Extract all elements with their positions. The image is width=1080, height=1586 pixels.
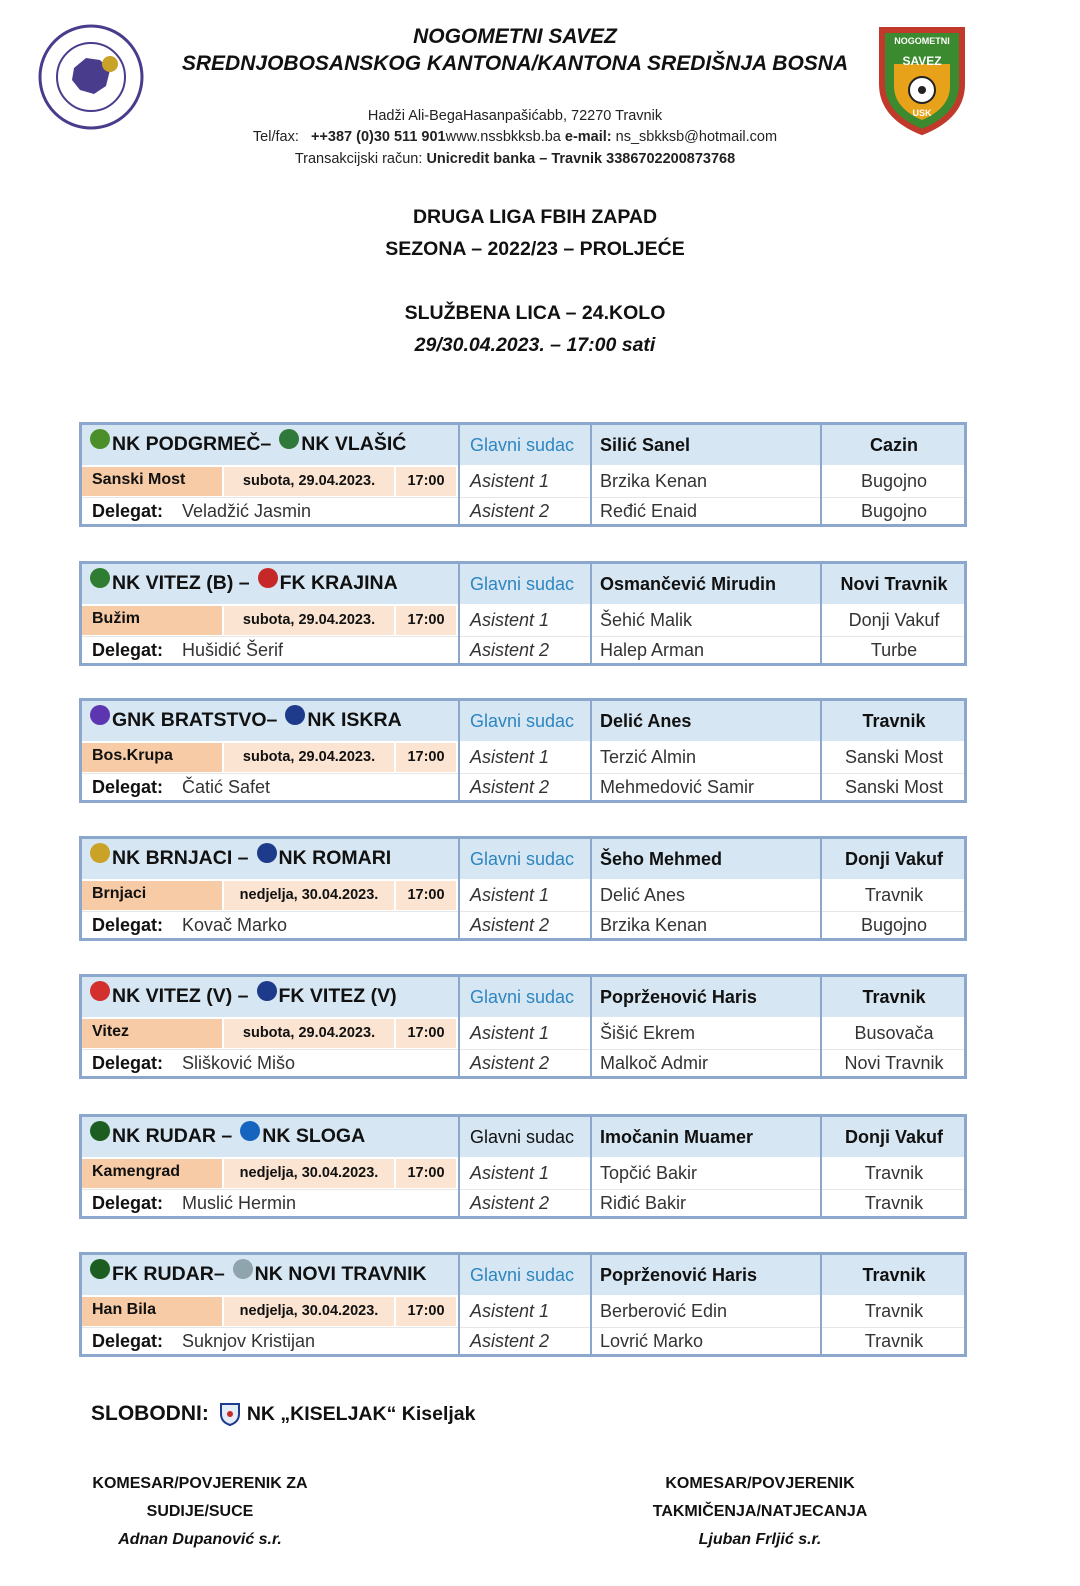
assistant1-city: Travnik: [864, 885, 924, 905]
round-title: SLUŽBENA LICA – 24.KOLO: [404, 302, 666, 324]
assistant1-city: Bugojno: [860, 471, 928, 491]
assistant2-label: Asistent 2: [470, 1331, 550, 1351]
free-label: SLOBODNI:: [91, 1402, 209, 1425]
home-crest-icon: [90, 568, 110, 588]
match-city: Han Bila: [82, 1297, 222, 1326]
address-line: Hadži Ali-BegaHasanpašićabb, 72270 Travnik: [367, 108, 663, 124]
assistant1-label: Asistent 1: [470, 471, 550, 491]
delegat-name: Kovač Marko: [182, 915, 288, 935]
assistant2-city: Turbe: [870, 640, 918, 660]
match-teams: [90, 709, 402, 732]
assistant1-name: Delić Anes: [600, 885, 686, 905]
home-team: NK BRNJACI –: [112, 847, 249, 869]
delegat-label: Delegat:: [92, 1331, 164, 1351]
delegat-name: Veladžić Jasmin: [182, 501, 312, 521]
assistant1-name: Šišić Ekrem: [600, 1023, 696, 1043]
away-team: NK NOVI TRAVNIK: [254, 1263, 427, 1285]
home-crest-icon: [90, 1121, 110, 1141]
tel-label: Tel/fax:: [252, 129, 299, 145]
match-date: nedjelja, 30.04.2023.: [224, 1297, 394, 1326]
delegat-label: Delegat:: [92, 915, 164, 935]
account-value: Unicredit banka – Travnik 3386702200873768: [426, 151, 736, 167]
assistant2-city: Bugojno: [860, 915, 928, 935]
footer-left: [90, 1470, 310, 1554]
footer-right-title2: TAKMIČENJA/NATJECANJA: [652, 1503, 868, 1520]
assistant1-name: Topčić Bakir: [600, 1163, 698, 1183]
referee-city: Cazin: [869, 435, 918, 455]
org-line-1: NOGOMETNI SAVEZ: [413, 25, 617, 48]
away-team: FK KRAJINA: [279, 572, 398, 594]
footer-left-title1: KOMESAR/POVJERENIK ZA: [92, 1475, 308, 1492]
match-teams: [90, 433, 406, 456]
assistant2-city: Travnik: [864, 1193, 924, 1213]
match-time: 17:00: [396, 1297, 456, 1326]
match-teams: [90, 985, 397, 1008]
away-crest-icon: [233, 1259, 253, 1279]
referee-label: Glavni sudac: [470, 435, 575, 455]
assistant1-label: Asistent 1: [470, 747, 550, 767]
shield-icon: [219, 1402, 241, 1426]
free-team-row: [91, 1402, 475, 1426]
match-table: [79, 836, 967, 941]
match-date: subota, 29.04.2023.: [224, 467, 394, 496]
badge-mid-text: SAVEZ: [902, 54, 942, 68]
match-table: [79, 561, 967, 666]
assistant2-city: Novi Travnik: [844, 1053, 944, 1073]
assistant2-city: Sanski Most: [844, 777, 944, 797]
away-crest-icon: [279, 429, 299, 449]
assistant2-name: Brzika Kenan: [600, 915, 708, 935]
referee-city: Travnik: [862, 1265, 926, 1285]
footer-right-name: Ljuban Frljić s.r.: [698, 1531, 822, 1548]
footer-right-title1: KOMESAR/POVJERENIK: [665, 1475, 855, 1492]
assistant1-city: Donji Vakuf: [848, 610, 940, 630]
assistant1-label: Asistent 1: [470, 610, 550, 630]
home-crest-icon: [90, 843, 110, 863]
assistant2-label: Asistent 2: [470, 501, 550, 521]
match-city: Sanski Most: [82, 467, 222, 496]
footer-right: [640, 1470, 880, 1554]
match-time: 17:00: [396, 606, 456, 635]
home-crest-icon: [90, 1259, 110, 1279]
referee-name: Popržеnović Haris: [600, 1265, 758, 1285]
delegat-name: Suknjov Kristijan: [182, 1331, 316, 1351]
match-time: 17:00: [396, 467, 456, 496]
referee-label: Glavni sudac: [470, 574, 575, 594]
account-line: [0, 151, 1030, 167]
contact-line: [0, 129, 1030, 145]
assistant1-city: Busovača: [854, 1023, 934, 1043]
away-crest-icon: [285, 705, 305, 725]
referee-name: Silić Sanel: [600, 435, 691, 455]
referee-name: Imočanin Muamer: [600, 1127, 754, 1147]
assistant2-name: Lovrić Marko: [600, 1331, 704, 1351]
league-name: DRUGA LIGA FBIH ZAPAD: [412, 206, 658, 228]
org-line-2: SREDNJOBOSANSKOG KANTONA/KANTONA SREDIŠNJA BOSNA: [181, 52, 849, 75]
away-crest-icon: [257, 981, 277, 1001]
assistant1-name: Terzić Almin: [600, 747, 697, 767]
assistant2-city: Bugojno: [860, 501, 928, 521]
match-time: 17:00: [396, 881, 456, 910]
assistant2-label: Asistent 2: [470, 640, 550, 660]
match-table: [79, 1114, 967, 1219]
assistant1-city: Travnik: [864, 1163, 924, 1183]
away-team: NK ROMARI: [278, 847, 392, 869]
assistant2-label: Asistent 2: [470, 1053, 550, 1073]
referee-city: Novi Travnik: [840, 574, 948, 594]
assistant1-name: Šehić Malik: [600, 610, 693, 630]
home-team: NK VITEZ (V) –: [112, 985, 249, 1007]
delegat-name: Hušidić Šerif: [182, 640, 284, 660]
assistant2-name: Mehmedović Samir: [600, 777, 755, 797]
email-label: e-mail:: [564, 129, 612, 145]
referee-label: Glavni sudac: [470, 849, 575, 869]
assistant2-name: Riđić Bakir: [600, 1193, 687, 1213]
badge-top-text: NOGOMETNI: [894, 36, 950, 46]
match-date: nedjelja, 30.04.2023.: [224, 1159, 394, 1188]
match-city: Kamengrad: [82, 1159, 222, 1188]
referee-city: Donji Vakuf: [844, 849, 943, 869]
assistant1-label: Asistent 1: [470, 1301, 550, 1321]
match-city: Brnjaci: [82, 881, 222, 910]
season: SEZONA – 2022/23 – PROLJEĆE: [385, 238, 685, 260]
assistant2-label: Asistent 2: [470, 1193, 550, 1213]
match-table: [79, 1252, 967, 1357]
away-team: NK VLAŠIĆ: [301, 433, 407, 455]
home-team: NK PODGRMEČ–: [112, 433, 272, 455]
assistant1-label: Asistent 1: [470, 1023, 550, 1043]
referee-city: Donji Vakuf: [844, 1127, 943, 1147]
assistant1-city: Travnik: [864, 1301, 924, 1321]
delegat-name: Slišković Mišo: [182, 1053, 296, 1073]
website-link[interactable]: www.nssbkksb.ba: [445, 129, 561, 145]
match-table: [79, 422, 967, 527]
referee-label: Glavni sudac: [470, 1127, 575, 1147]
delegat-label: Delegat:: [92, 1193, 164, 1213]
referee-label: Glavni sudac: [470, 1265, 575, 1285]
delegat-name: Muslić Hermin: [182, 1193, 297, 1213]
home-team: FK RUDAR–: [112, 1263, 225, 1285]
away-crest-icon: [257, 843, 277, 863]
assistant1-city: Sanski Most: [844, 747, 944, 767]
away-team: NK SLOGA: [262, 1125, 366, 1147]
delegat-label: Delegat:: [92, 1053, 164, 1073]
tel-value: ++387 (0)30 511 901: [310, 129, 446, 145]
match-teams: [90, 1263, 427, 1286]
assistant2-city: Travnik: [864, 1331, 924, 1351]
match-table: [79, 974, 967, 1079]
match-time: 17:00: [396, 1159, 456, 1188]
home-crest-icon: [90, 981, 110, 1001]
match-city: Bužim: [82, 606, 222, 635]
referee-name: Popržенović Haris: [600, 987, 757, 1007]
delegat-label: Delegat:: [92, 777, 164, 797]
home-team: NK VITEZ (B) –: [112, 572, 250, 594]
referee-city: Travnik: [862, 987, 926, 1007]
match-teams: [90, 572, 398, 595]
match-teams: [90, 1125, 365, 1148]
assistant2-name: Ređić Enaid: [600, 501, 698, 521]
match-table: [79, 698, 967, 803]
away-team: FK VITEZ (V): [278, 985, 397, 1007]
referee-label: Glavni sudac: [470, 987, 575, 1007]
referee-name: Delić Anes: [600, 711, 692, 731]
away-crest-icon: [258, 568, 278, 588]
referee-name: Šeho Mehmed: [600, 849, 723, 869]
away-crest-icon: [240, 1121, 260, 1141]
delegat-name: Čatić Safet: [182, 777, 271, 797]
assistant2-name: Malkoč Admir: [600, 1053, 709, 1073]
assistant1-label: Asistent 1: [470, 1163, 550, 1183]
email-link[interactable]: ns_sbkksb@hotmail.com: [615, 129, 778, 145]
home-crest-icon: [90, 705, 110, 725]
delegat-label: Delegat:: [92, 501, 164, 521]
assistant2-name: Halep Arman: [600, 640, 705, 660]
referee-name: Osmančević Mirudin: [600, 574, 777, 594]
round-datetime: 29/30.04.2023. – 17:00 sati: [414, 334, 656, 356]
match-time: 17:00: [396, 1019, 456, 1048]
match-teams: [90, 847, 391, 870]
assistant1-label: Asistent 1: [470, 885, 550, 905]
home-crest-icon: [90, 429, 110, 449]
free-team-name: NK „KISELJAK“ Kiseljak: [246, 1402, 476, 1425]
match-time: 17:00: [396, 743, 456, 772]
match-date: subota, 29.04.2023.: [224, 743, 394, 772]
referee-city: Travnik: [862, 711, 926, 731]
match-city: Bos.Krupa: [82, 743, 222, 772]
badge-bot-text: USK: [912, 108, 932, 118]
referee-label: Glavni sudac: [470, 711, 575, 731]
account-label: Transakcijski račun:: [294, 151, 423, 167]
assistant2-label: Asistent 2: [470, 915, 550, 935]
away-team: NK ISKRA: [307, 709, 402, 731]
assistant1-name: Brzika Kenan: [600, 471, 708, 491]
match-date: subota, 29.04.2023.: [224, 606, 394, 635]
match-date: nedjelja, 30.04.2023.: [224, 881, 394, 910]
assistant2-label: Asistent 2: [470, 777, 550, 797]
footer-left-title2: SUDIJE/SUCE: [146, 1503, 254, 1520]
match-date: subota, 29.04.2023.: [224, 1019, 394, 1048]
home-team: GNK BRATSTVO–: [112, 709, 278, 731]
footer-left-name: Adnan Dupanović s.r.: [118, 1531, 282, 1548]
match-city: Vitez: [82, 1019, 222, 1048]
assistant1-name: Berberović Edin: [600, 1301, 728, 1321]
delegat-label: Delegat:: [92, 640, 164, 660]
home-team: NK RUDAR –: [112, 1125, 233, 1147]
